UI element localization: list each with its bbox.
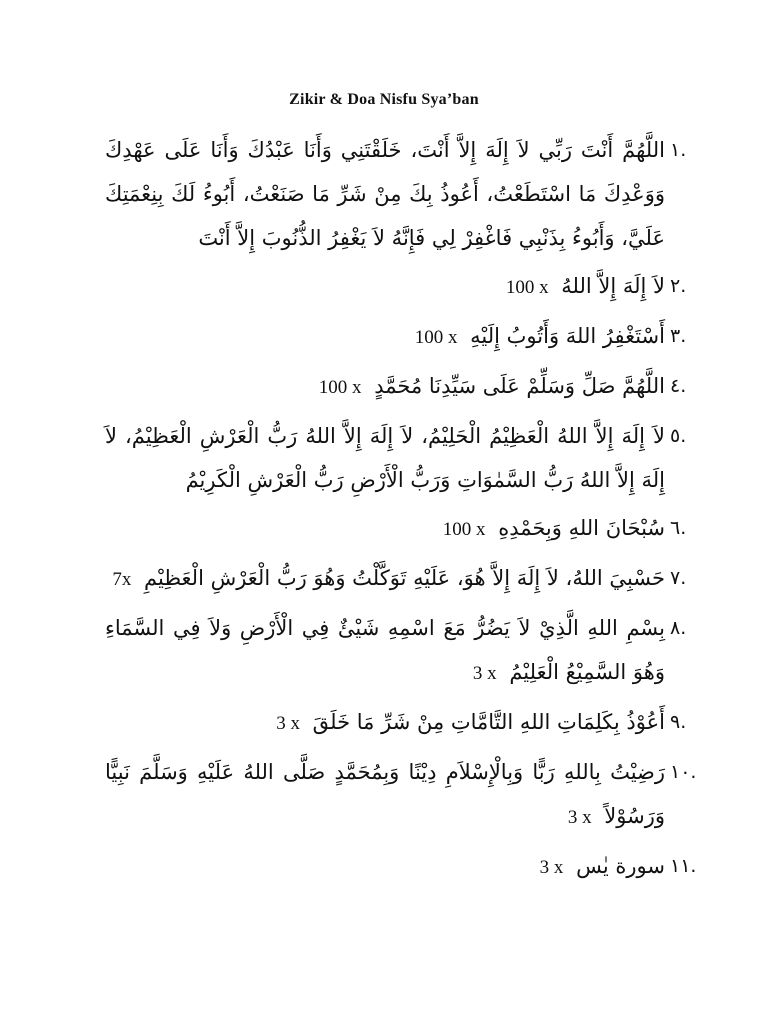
item-number: .٧: [670, 567, 687, 589]
item-text: أَعُوْذُ بِكَلِمَاتِ اللهِ التَّامَّاتِ مِنْ شَرِّ مَا خَلَقَ: [312, 710, 665, 734]
list-item: [105, 128, 687, 260]
item-number: .٨: [670, 617, 687, 639]
item-text: سُبْحَانَ اللهِ وَبِحَمْدِهِ: [498, 516, 665, 540]
repeat-count: 3 x: [472, 663, 497, 684]
page-title: Zikir & Doa Nisfu Sya’ban: [289, 91, 479, 108]
list-item: [105, 506, 687, 552]
repeat-count: 100 x: [318, 377, 362, 398]
item-number: .٣: [670, 325, 687, 347]
list-item: [105, 844, 697, 890]
item-text: اللَّهُمَّ أَنْتَ رَبِّي لاَ إِلَهَ إِلاَّ أَنْتَ، خَلَقْتَنِي وَأَنَا عَبْدُكَ وَأَنَا عَلَى عَهْدِكَ وَوَعْدِكَ مَا اسْتَطَعْتُ، أَعُوذُ بِكَ مِنْ شَرِّ مَا صَنَعْتُ، أَبُوءُ لَكَ بِنِعْمَتِكَ عَلَيَّ، وَأَبُوءُ بِذَنْبِي فَاغْفِرْ لِي فَإِنَّهُ لاَ يَغْفِرُ الذُّنُوبَ إِلاَّ أَنْتَ: [105, 138, 665, 250]
repeat-count: 7x: [112, 569, 132, 590]
repeat-count: 100 x: [505, 277, 549, 298]
list-item: [105, 606, 687, 696]
item-number: .١١: [670, 855, 697, 877]
repeat-count: 3 x: [276, 713, 300, 734]
item-number: .٤: [670, 375, 687, 397]
list-item: [105, 556, 687, 602]
item-text: أَسْتَغْفِرُ اللهَ وَأَتُوبُ إِلَيْهِ: [470, 324, 665, 348]
list-item: [105, 264, 687, 310]
list-item: [105, 314, 687, 360]
repeat-count: 3 x: [539, 857, 564, 878]
item-text: سورة يٰس: [576, 854, 665, 878]
item-text: بِسْمِ اللهِ الَّذِيْ لاَ يَضُرُّ مَعَ اسْمِهِ شَيْئٌ فِي الْأَرْضِ وَلاَ فِي السَّمَاءِ وَهُوَ السَّمِيْعُ الْعَلِيْمُ: [105, 616, 665, 684]
item-number: .١٠: [670, 761, 697, 783]
list-item: [105, 414, 687, 502]
item-text: لاَ إِلَهَ إِلاَّ اللهُ الْعَظِيْمُ الْحَلِيْمُ، لاَ إِلَهَ إِلاَّ اللهُ رَبُّ الْعَرْشِ الْعَظِيْمُ، لاَ إِلَهَ إِلاَّ اللهُ رَبُّ السَّمٰوَاتِ وَرَبُّ الْأَرْضِ رَبُّ الْعَرْشِ الْكَرِيْمُ: [105, 424, 665, 492]
item-number: .١: [670, 139, 687, 161]
item-number: .٩: [670, 711, 687, 733]
item-text: لاَ إِلَهَ إِلاَّ اللهُ: [561, 274, 665, 298]
repeat-count: 100 x: [442, 519, 486, 540]
item-number: .٢: [670, 275, 687, 297]
item-text: حَسْبِيَ اللهُ، لاَ إِلَهَ إِلاَّ هُوَ، عَلَيْهِ تَوَكَّلْتُ وَهُوَ رَبُّ الْعَرْشِ الْعَظِيْمِ: [144, 566, 665, 590]
repeat-count: 3 x: [567, 807, 592, 828]
item-number: .٥: [670, 425, 687, 447]
list-item: [105, 700, 687, 746]
repeat-count: 100 x: [414, 327, 458, 348]
list-item: [105, 750, 697, 840]
item-number: .٦: [670, 517, 687, 539]
list-item: [105, 364, 687, 410]
item-text: اللَّهُمَّ صَلِّ وَسَلِّمْ عَلَى سَيِّدِنَا مُحَمَّدٍ: [374, 374, 665, 398]
item-text: رَضِيْتُ بِاللهِ رَبًّا وَبِالْإِسْلاَمِ دِيْنًا وَبِمُحَمَّدٍ صَلَّى اللهُ عَلَيْهِ وَسَلَّمَ نَبِيًّا وَرَسُوْلاً: [105, 760, 665, 828]
dhikr-list: [105, 128, 697, 894]
